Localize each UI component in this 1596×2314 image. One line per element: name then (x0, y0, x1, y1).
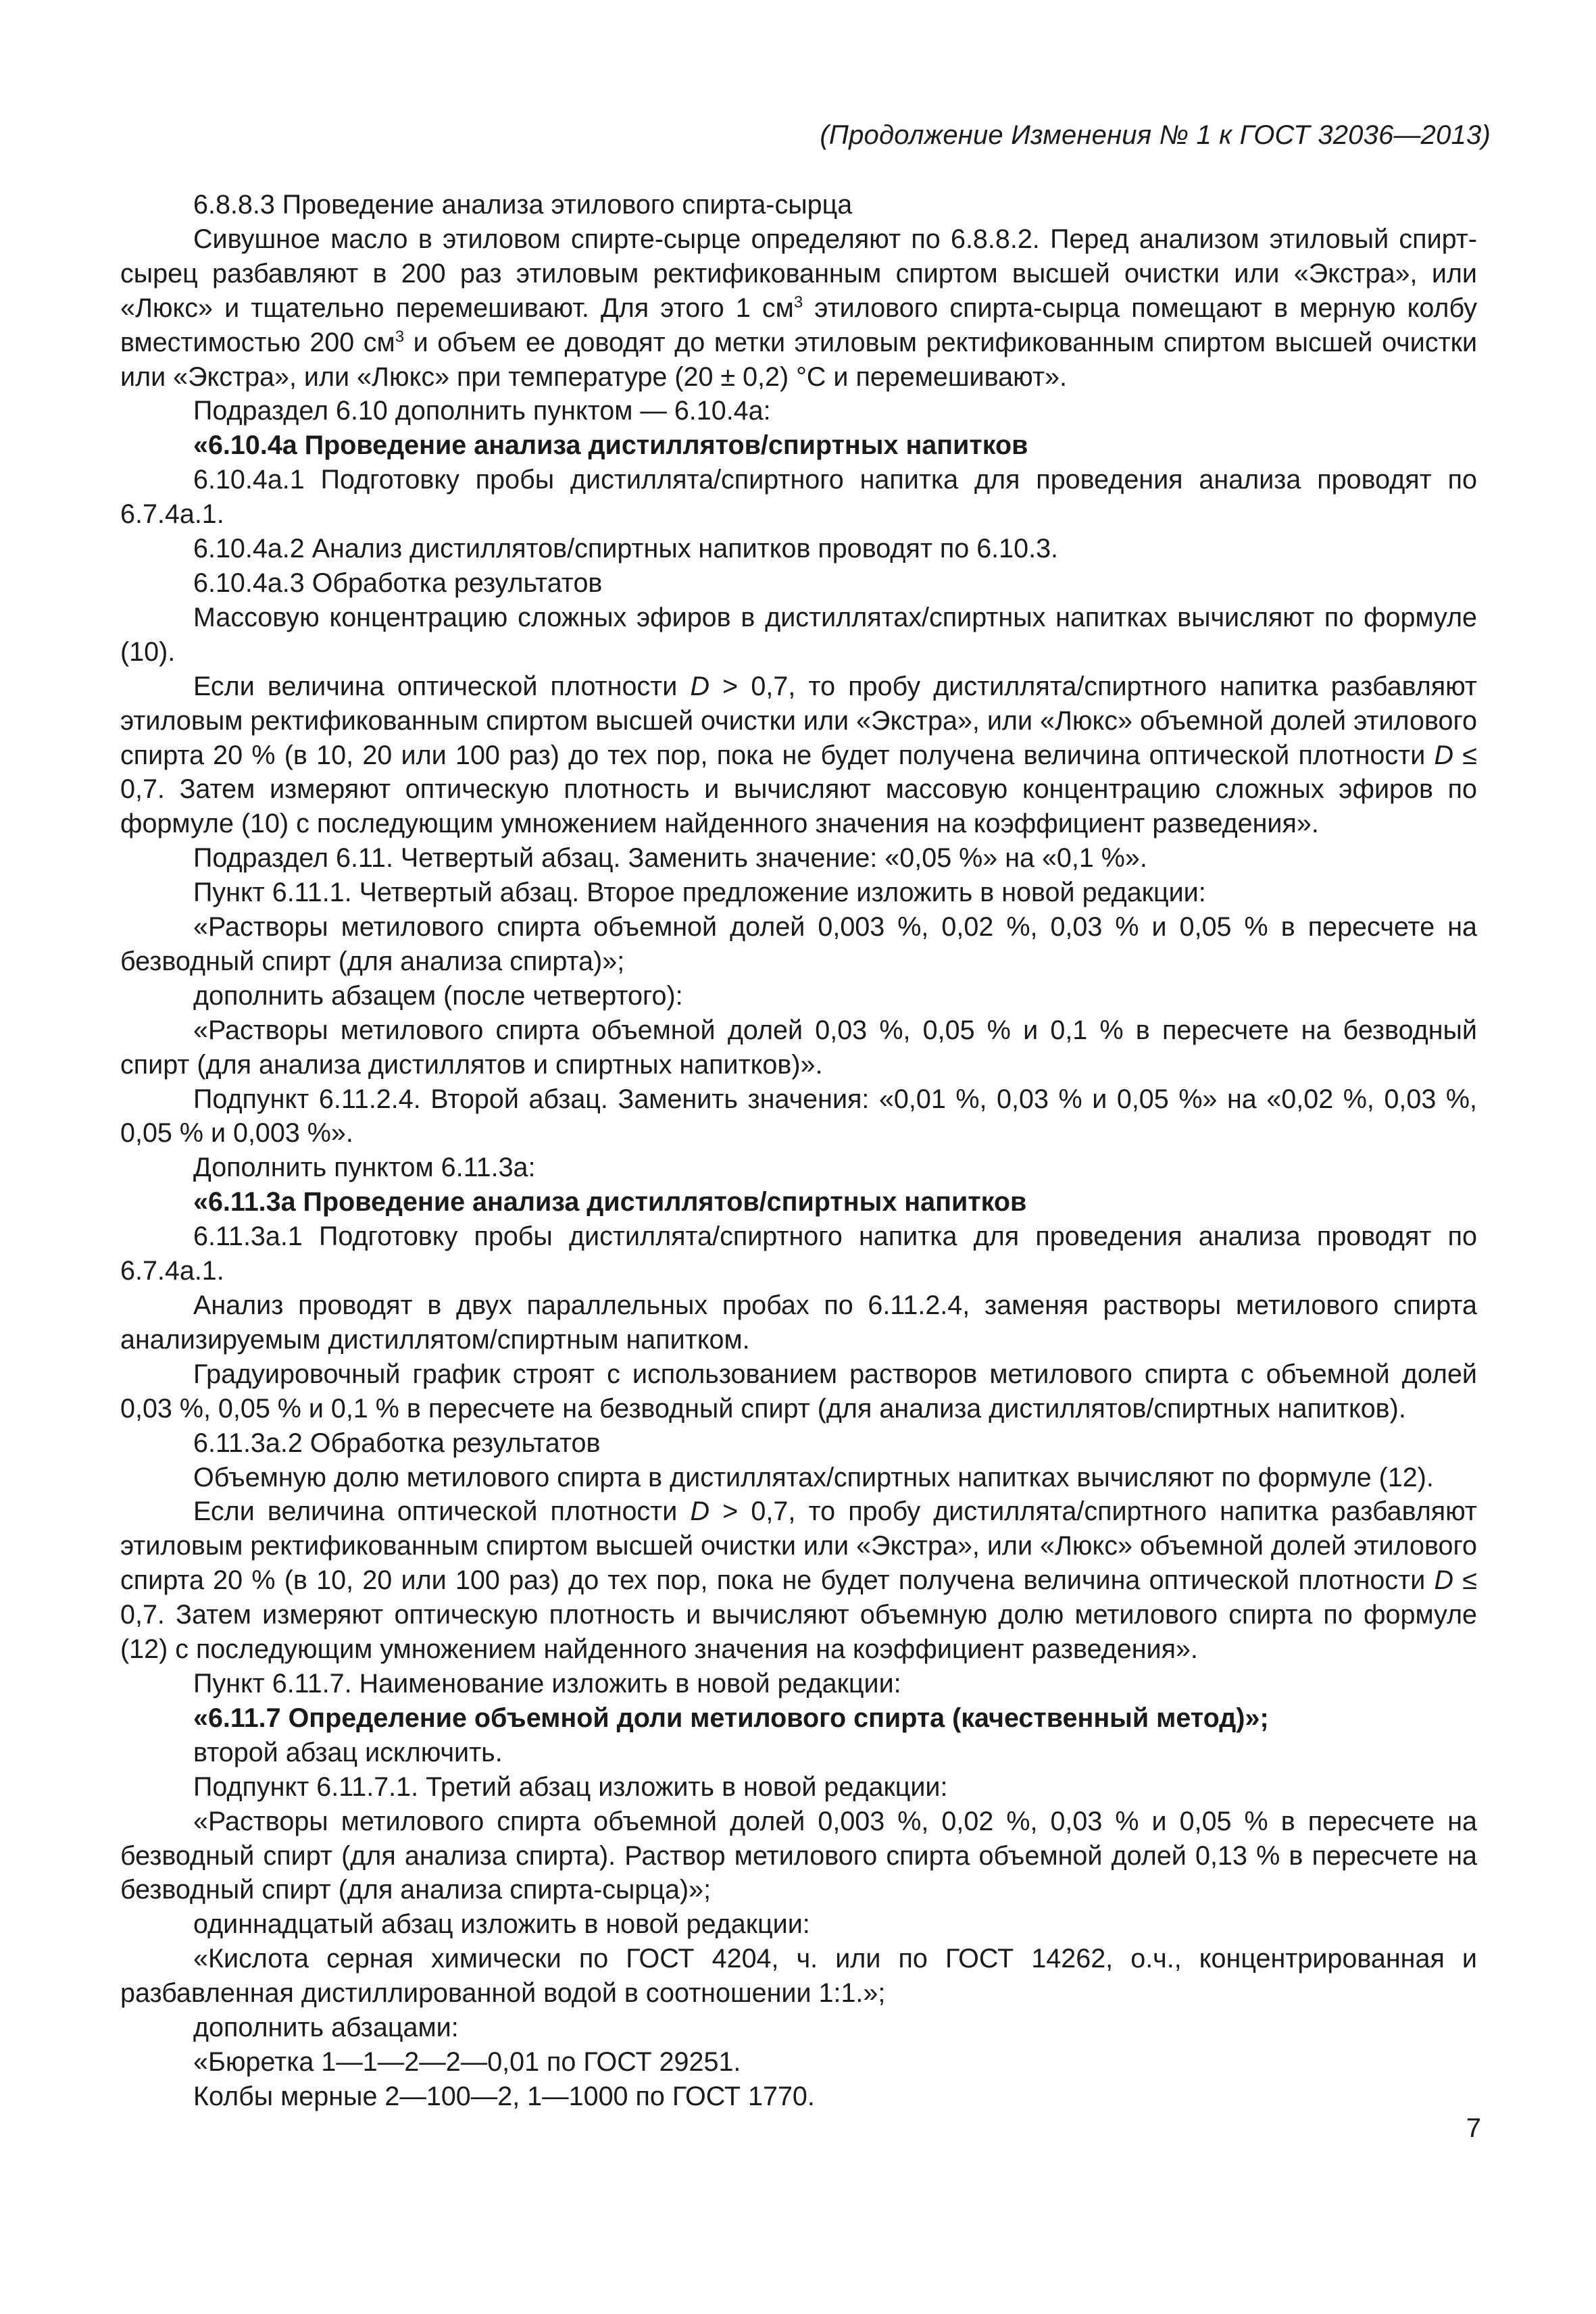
heading-6-10-4a: «6.10.4а Проведение анализа дистиллятов/спиртных напитков (193, 430, 1028, 461)
paragraph-eleventh: одиннадцатый абзац изложить в новой редакции: (193, 1909, 810, 1940)
paragraph-optical-density-methanol: Если величина оптической плотности D > 0,7, то пробу дистиллята/спиртного напитка разбавляют этиловым ректификованным спиртом высшей очистки или «Экстра», или «Люкс» объемной долей этилового спирта 20 % (в 10, 20 или 100 раз) до тех пор, пока не будет получена величина оптической плотности D ≤ 0,7. Затем измеряют оптическую плотность и вычисляют объемную долю метилового спирта по формуле (12) с последующим умножением найденного значения на коэффициент разведения». (120, 1496, 1477, 1665)
paragraph-6-11-1: Пункт 6.11.1. Четвертый абзац. Второе предложение изложить в новой редакции: (193, 878, 1206, 908)
continuation-header: (Продолжение Изменения № 1 к ГОСТ 32036—2013) (820, 120, 1491, 150)
paragraph-methanol-solutions-distillates: «Растворы метилового спирта объемной долей 0,03 %, 0,05 % и 0,1 % в пересчете на безводный спирт (для анализа дистиллятов и спиртных напитков)». (120, 1015, 1477, 1080)
paragraph-calibration-graph: Градуировочный график строят с использованием растворов метилового спирта с объемной долей 0,03 %, 0,05 % и 0,1 % в пересчете на безводный спирт (для анализа дистиллятов/спиртных напитков). (120, 1359, 1477, 1424)
page-number: 7 (1466, 2113, 1481, 2143)
superscript-3: 3 (793, 293, 803, 311)
document-body (120, 188, 1477, 2114)
paragraph-6-11-7-1: Подпункт 6.11.7.1. Третий абзац изложить в новой редакции: (193, 1771, 948, 1802)
paragraph-6-11-2-4: Подпункт 6.11.2.4. Второй абзац. Заменить значения: «0,01 %, 0,03 % и 0,05 %» на «0,02 %, 0,03 %, 0,05 % и 0,003 %». (120, 1084, 1477, 1149)
paragraph-methanol-formula: Объемную долю метилового спирта в дистиллятах/спиртных напитках вычисляют по формуле (12). (193, 1462, 1434, 1492)
paragraph-6-10-4a-1: 6.10.4а.1 Подготовку пробы дистиллята/спиртного напитка для проведения анализа проводят по 6.7.4а.1. (120, 465, 1477, 530)
heading-6-11-3a: «6.11.3а Проведение анализа дистиллятов/спиртных напитков (193, 1187, 1027, 1217)
paragraph-methanol-solutions-raw: «Растворы метилового спирта объемной долей 0,003 %, 0,02 %, 0,03 % и 0,05 % в пересчете на безводный спирт (для анализа спирта). Раствор метилового спирта объемной долей 0,13 % в пересчете на безводный спирт (для анализа спирта-сырца)»; (120, 1806, 1477, 1905)
paragraph-6-8-8-3-title: 6.8.8.3 Проведение анализа этилового спирта-сырца (193, 190, 853, 220)
paragraph-6-11-3a-1: 6.11.3а.1 Подготовку пробы дистиллята/спиртного напитка для проведения анализа проводят по 6.7.4а.1. (120, 1222, 1477, 1286)
paragraph-add-after-fourth: дополнить абзацем (после четвертого): (193, 980, 683, 1011)
heading-6-11-7: «6.11.7 Определение объемной доли метилового спирта (качественный метод)»; (193, 1703, 1269, 1733)
symbol-d: D (1434, 740, 1454, 770)
paragraph-6-11-3a-2: 6.11.3а.2 Обработка результатов (193, 1428, 601, 1458)
paragraph-parallel-samples: Анализ проводят в двух параллельных пробах по 6.11.2.4, заменяя растворы метилового спирта анализируемым дистиллятом/спиртным напитком. (120, 1290, 1477, 1355)
paragraph-flasks: Колбы мерные 2—100—2, 1—1000 по ГОСТ 1770. (193, 2081, 815, 2111)
paragraph-subsection-6-11: Подраздел 6.11. Четвертый абзац. Заменить значение: «0,05 %» на «0,1 %». (193, 843, 1147, 874)
symbol-d: D (690, 1496, 710, 1527)
paragraph-methanol-solutions-spirit: «Растворы метилового спирта объемной долей 0,003 %, 0,02 %, 0,03 % и 0,05 % в пересчете на безводный спирт (для анализа спирта)»; (120, 912, 1477, 976)
paragraph-6-10-4a-2: 6.10.4а.2 Анализ дистиллятов/спиртных напитков проводят по 6.10.3. (193, 534, 1059, 564)
superscript-3: 3 (395, 327, 405, 346)
paragraph-add-paragraphs: дополнить абзацами: (193, 2013, 459, 2043)
paragraph-6-11-7-name: Пункт 6.11.7. Наименование изложить в новой редакции: (193, 1668, 901, 1699)
paragraph-6-10-4a-3: 6.10.4а.3 Обработка результатов (193, 568, 603, 598)
paragraph-burette: «Бюретка 1—1—2—2—0,01 по ГОСТ 29251. (193, 2046, 741, 2077)
paragraph-fusel-oil: Сивушное масло в этиловом спирте-сырце определяют по 6.8.8.2. Перед анализом этиловый спирт-сырец разбавляют в 200 раз этиловым ректификованным спиртом высшей очистки или «Экстра», или «Люкс» и тщательно перемешивают. Для этого 1 $см^3$ этилового спирта-сырца помещают в мерную колбу вместимостью 200 $см^3$ и объем ее доводят до метки этиловым ректификованным спиртом высшей очистки или «Экстра», или «Люкс» при температуре (20 ± 0,2) °С и перемешивают». (120, 224, 1478, 392)
paragraph-esters-formula: Массовую концентрацию сложных эфиров в дистиллятах/спиртных напитках вычисляют по формуле (10). (120, 602, 1477, 667)
symbol-d: D (690, 671, 710, 701)
paragraph-subsection-6-10: Подраздел 6.10 дополнить пунктом — 6.10.4а: (193, 396, 771, 426)
paragraph-sulfuric-acid: «Кислота серная химически по ГОСТ 4204, ч. или по ГОСТ 14262, о.ч., концентрированная и разбавленная дистиллированной водой в соотношении 1:1.»; (120, 1944, 1477, 2009)
symbol-d: D (1434, 1565, 1454, 1596)
paragraph-optical-density-esters: Если величина оптической плотности D > 0,7, то пробу дистиллята/спиртного напитка разбавляют этиловым ректификованным спиртом высшей очистки или «Экстра», или «Люкс» объемной долей этилового спирта 20 % (в 10, 20 или 100 раз) до тех пор, пока не будет получена величина оптической плотности D ≤ 0,7. Затем измеряют оптическую плотность и вычисляют массовую концентрацию сложных эфиров по формуле (10) с последующим умножением найденного значения на коэффициент разведения». (120, 671, 1477, 839)
paragraph-add-6-11-3a: Дополнить пунктом 6.11.3а: (193, 1153, 536, 1183)
paragraph-exclude-second: второй абзац исключить. (193, 1737, 503, 1767)
